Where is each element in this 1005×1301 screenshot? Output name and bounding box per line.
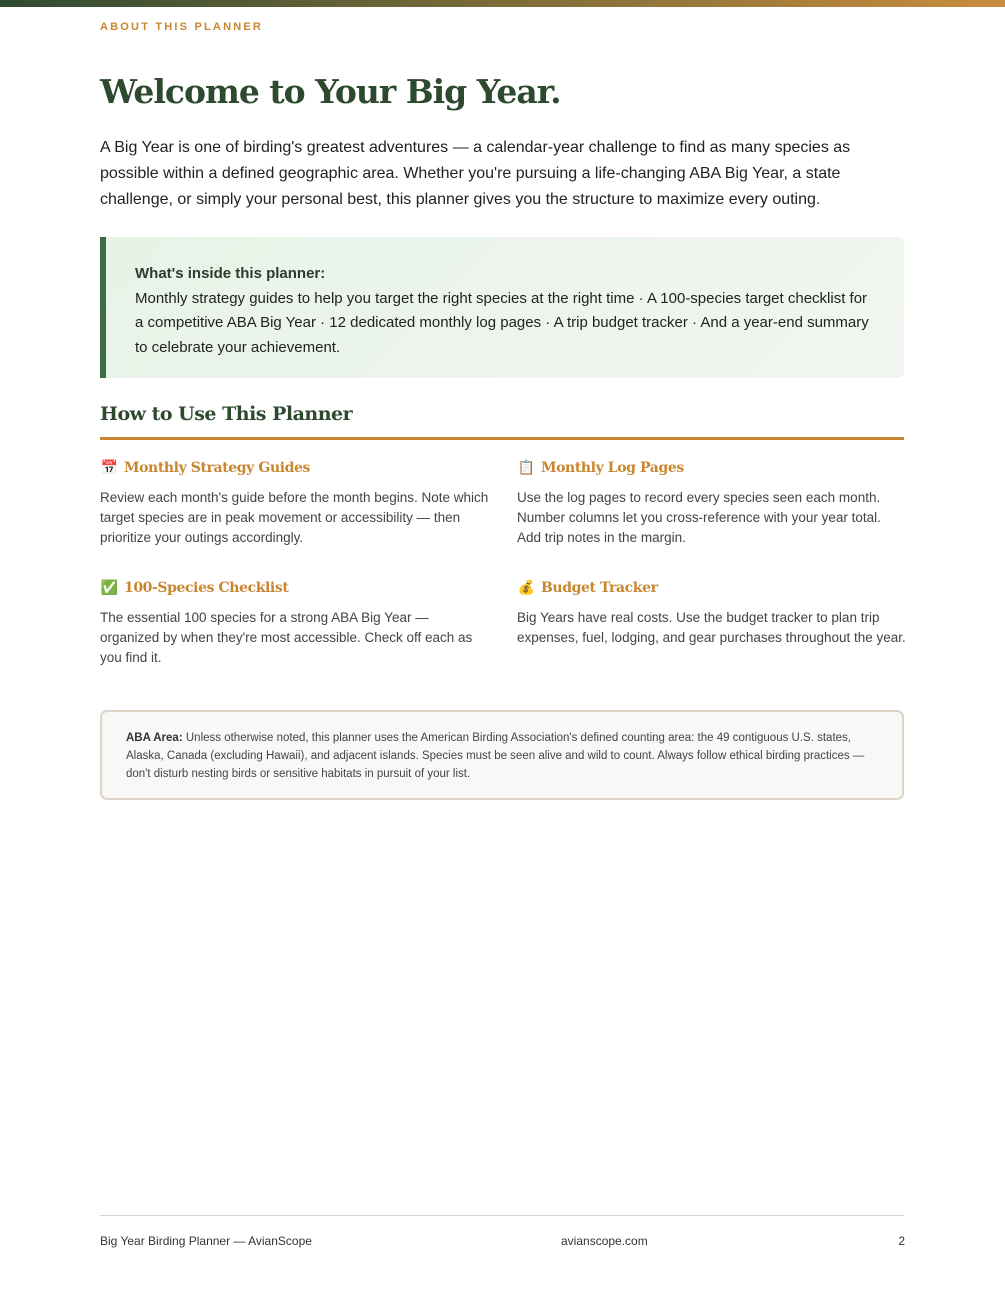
- money-bag-icon: 💰: [517, 580, 535, 596]
- feature-monthly-strategy-guides: [100, 458, 490, 548]
- note-body: Unless otherwise noted, this planner uses the American Birding Association's defined counting area: the 49 contiguous U.S. states, Alaska, Canada (excluding Hawaii), and adjacent islands. Species must be seen alive and wild to count. Always follow ethical birding practices — don't disturb nesting birds or sensitive habitats in pursuit of your list.: [126, 732, 865, 780]
- feature-species-checklist: [100, 578, 490, 668]
- feature-title: 100-Species Checklist: [124, 580, 289, 596]
- clipboard-icon: 📋: [517, 460, 535, 476]
- feature-monthly-log-pages: [517, 458, 907, 548]
- note-label: ABA Area:: [126, 732, 183, 744]
- page-number: 2: [898, 1234, 905, 1248]
- feature-budget-tracker: [517, 578, 907, 648]
- footer-title: Big Year Birding Planner — AvianScope: [100, 1234, 312, 1248]
- feature-title: Budget Tracker: [541, 580, 658, 596]
- callout-title: What's inside this planner:: [135, 265, 326, 282]
- calendar-icon: 📅: [100, 460, 118, 476]
- aba-area-note: [100, 710, 904, 800]
- checkmark-icon: ✅: [100, 580, 118, 596]
- feature-body: Use the log pages to record every species seen each month. Number columns let you cross-reference with your year total. Add trip notes in the margin.: [517, 490, 881, 545]
- section-heading: How to Use This Planner: [100, 403, 904, 440]
- feature-body: Review each month's guide before the month begins. Note which target species are in peak movement or accessibility — then prioritize your outings accordingly.: [100, 490, 489, 545]
- feature-body: The essential 100 species for a strong ABA Big Year — organized by when they're most accessible. Check off each as you find it.: [100, 610, 473, 665]
- feature-title: Monthly Log Pages: [541, 460, 684, 476]
- feature-body: Big Years have real costs. Use the budget tracker to plan trip expenses, fuel, lodging, and gear purchases throughout the year.: [517, 610, 906, 645]
- top-accent-bar: [0, 0, 1005, 7]
- feature-title: Monthly Strategy Guides: [124, 460, 311, 476]
- contents-callout: [100, 237, 904, 378]
- footer-website: avianscope.com: [561, 1234, 648, 1248]
- section-eyebrow: ABOUT THIS PLANNER: [100, 21, 264, 33]
- footer-divider: [100, 1215, 904, 1216]
- intro-paragraph: A Big Year is one of birding's greatest adventures — a calendar-year challenge to find as many species as possible within a defined geographic area. Whether you're pursuing a life-changing ABA Big Year, a state challenge, or simply your personal best, this planner gives you the structure to maximize every outing.: [100, 139, 851, 208]
- page-title: Welcome to Your Big Year.: [100, 72, 561, 111]
- callout-body: Monthly strategy guides to help you target the right species at the right time · A 100-species target checklist for a competitive ABA Big Year · 12 dedicated monthly log pages · A trip budget tracker · And a year-end summary to celebrate your achievement.: [135, 289, 869, 356]
